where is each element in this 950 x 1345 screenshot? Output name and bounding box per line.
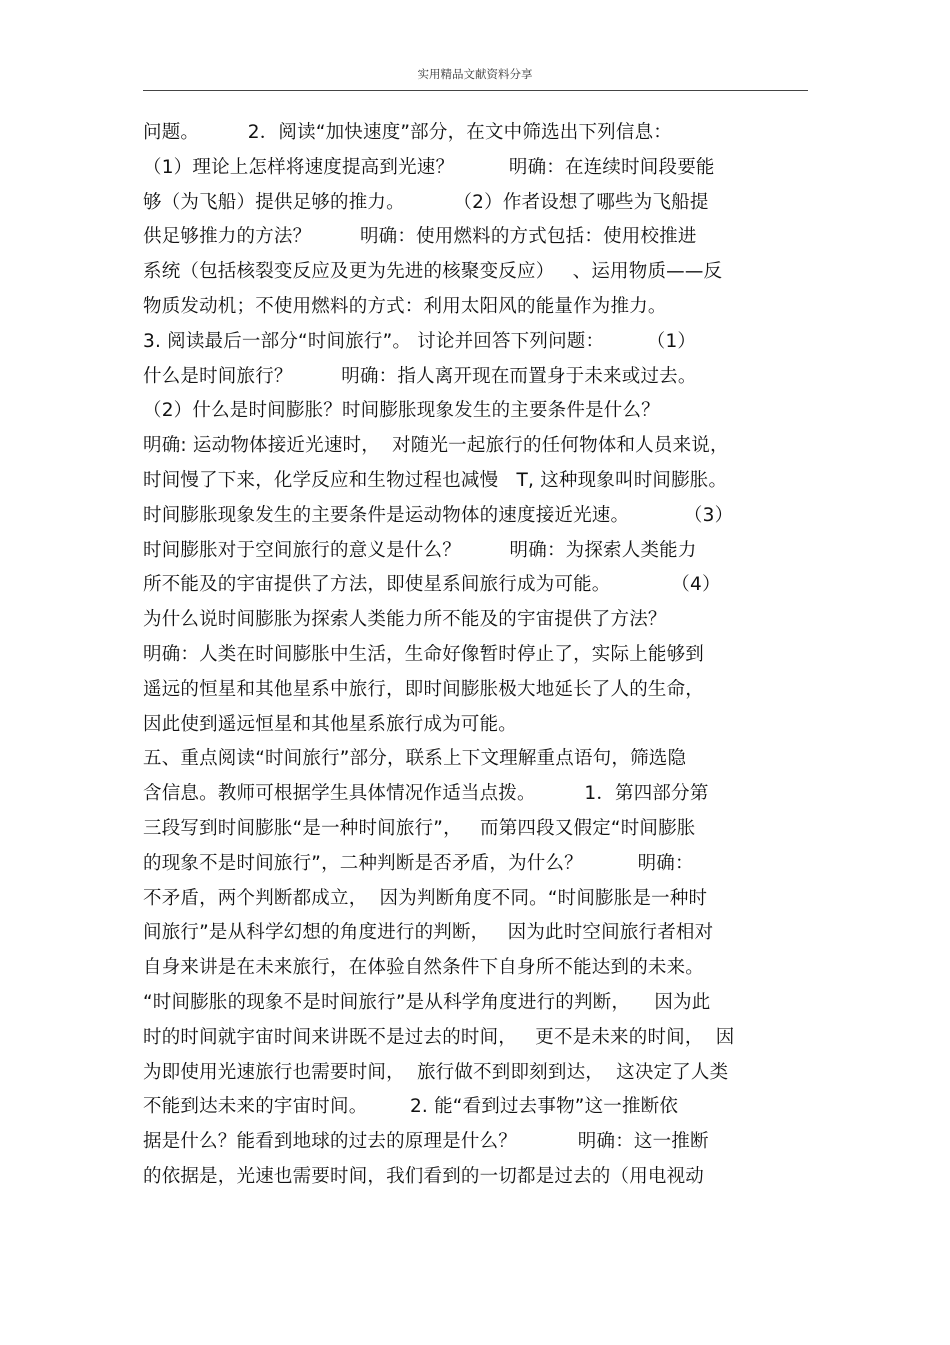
text-line: 所不能及的宇宙提供了方法，即使星系间旅行成为可能。 （4）	[143, 574, 721, 596]
text-line: 够（为飞船）提供足够的推力。 （2）作者设想了哪些为飞船提	[143, 191, 709, 213]
text-line: 时间膨胀对于空间旅行的意义是什么？ 明确：为探索人类能力	[143, 539, 697, 561]
text-line: 不矛盾，两个判断都成立， 因为判断角度不同。“时间膨胀是一种时	[143, 887, 708, 909]
text-line: 含信息。教师可根据学生具体情况作适当点拨。 1．第四部分第	[143, 783, 709, 805]
text-line: 的现象不是时间旅行”，二种判断是否矛盾，为什么？ 明确：	[143, 852, 694, 874]
text-line: 因此使到遥远恒星和其他星系旅行成为可能。	[143, 713, 518, 735]
text-line: 时的时间就宇宙时间来讲既不是过去的时间， 更不是未来的时间， 因	[143, 1026, 735, 1048]
text-line: 物质发动机；不使用燃料的方式：利用太阳风的能量作为推力。	[143, 295, 667, 317]
text-line: 为什么说时间膨胀为探索人类能力所不能及的宇宙提供了方法？	[143, 609, 667, 631]
header-divider	[143, 90, 808, 91]
text-line: 五、重点阅读“时间旅行”部分，联系上下文理解重点语句，筛选隐	[143, 748, 687, 770]
body-text	[143, 116, 823, 1195]
text-line: （2）什么是时间膨胀？时间膨胀现象发生的主要条件是什么？	[143, 400, 660, 422]
text-line: 明确：人类在时间膨胀中生活，生命好像暂时停止了，实际上能够到	[143, 643, 705, 665]
text-line: 间旅行”是从科学幻想的角度进行的判断， 因为此时空间旅行者相对	[143, 922, 714, 944]
text-line: 自身来讲是在未来旅行，在体验自然条件下自身所不能达到的未来。	[143, 957, 705, 979]
text-line: 为即使用光速旅行也需要时间， 旅行做不到即刻到达， 这决定了人类	[143, 1061, 729, 1083]
text-line: 遥远的恒星和其他星系中旅行，即时间膨胀极大地延长了人的生命，	[143, 678, 705, 700]
text-line: 明确: 运动物体接近光速时， 对随光一起旅行的任何物体和人员来说，	[143, 435, 729, 457]
text-line: 的依据是，光速也需要时间，我们看到的一切都是过去的（用电视动	[143, 1165, 705, 1187]
text-line: 三段写到时间膨胀“是一种时间旅行”， 而第四段又假定“时间膨胀	[143, 817, 696, 839]
text-line: “时间膨胀的现象不是时间旅行”是从科学角度进行的判断， 因为此	[143, 991, 711, 1013]
text-line: 3. 阅读最后一部分“时间旅行”。 讨论并回答下列问题： （1）	[143, 330, 697, 352]
text-line: 供足够推力的方法？ 明确：使用燃料的方式包括：使用校推进	[143, 226, 697, 248]
text-line: 据是什么？能看到地球的过去的原理是什么？ 明确：这一推断	[143, 1131, 709, 1153]
text-line: （1）理论上怎样将速度提高到光速？ 明确：在连续时间段要能	[143, 156, 715, 178]
page-header: 实用精品文献资料分享	[417, 67, 533, 81]
text-line: 时间慢了下来，化学反应和生物过程也减慢 T, 这种现象叫时间膨胀。	[143, 469, 728, 491]
text-line: 时间膨胀现象发生的主要条件是运动物体的速度接近光速。 （3）	[143, 504, 734, 526]
text-line: 什么是时间旅行？ 明确：指人离开现在而置身于未来或过去。	[143, 365, 697, 387]
text-line: 不能到达未来的宇宙时间。 2. 能“看到过去事物”这一推断依	[143, 1096, 679, 1118]
text-line: 系统（包括核裂变反应及更为先进的核聚变反应） 、运用物质——反	[143, 261, 723, 283]
text-line: 问题。 2．阅读“加快速度”部分，在文中筛选出下列信息：	[143, 122, 672, 143]
